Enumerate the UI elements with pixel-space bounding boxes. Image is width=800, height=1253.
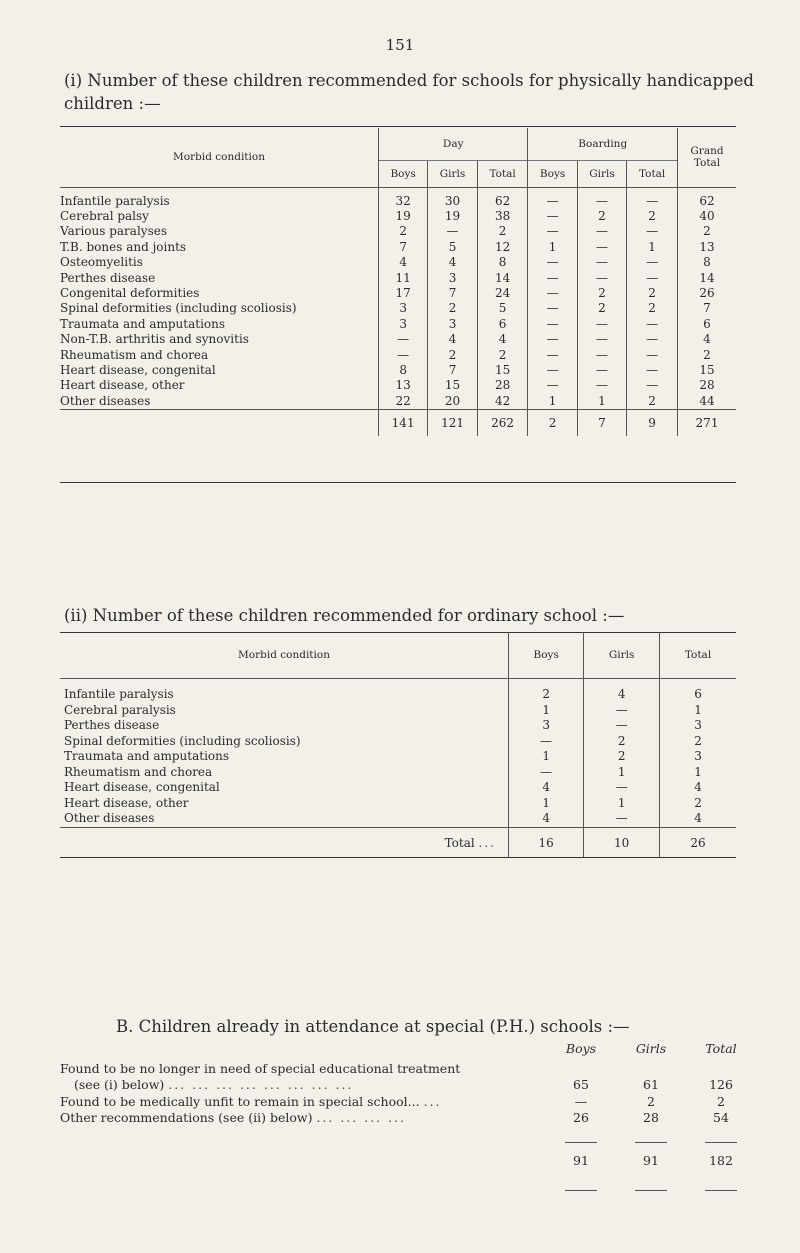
b-empty-cell (58, 1175, 546, 1196)
cell-b-girls: — (577, 224, 627, 239)
cell-b-girls: — (577, 271, 627, 286)
b-row-3-boys: 26 (573, 1110, 589, 1126)
cell-day-total: 8 (477, 255, 528, 270)
table-row (60, 796, 736, 812)
cell-b-girls: — (577, 348, 627, 363)
condition-label: Infantile paralysis (60, 193, 170, 208)
condition-cell (60, 224, 379, 239)
cell-b-total: — (627, 271, 678, 286)
b-rule (686, 1175, 756, 1196)
cell-grand: 14 (678, 271, 737, 286)
table-row (60, 332, 736, 347)
physically-handicapped-table (60, 128, 736, 436)
cell-b-total: 2 (627, 209, 678, 224)
col-boarding-total: Total (627, 160, 678, 187)
total-grand: 271 (678, 410, 737, 437)
page-number: 151 (385, 36, 415, 54)
cell-b-girls: — (577, 240, 627, 255)
col-grand-total: Grand Total (678, 128, 737, 187)
section-b-heading: B. Children already in attendance at special (P.H.) schools :— (116, 1017, 630, 1036)
condition-label: Osteomyelitis (60, 255, 143, 270)
condition-cell: Heart disease, other (64, 795, 189, 810)
condition-cell (60, 378, 379, 393)
cell-total: 3 (660, 718, 736, 734)
cell-b-girls: — (577, 255, 627, 270)
cell-day-girls: 2 (428, 301, 478, 316)
cell-boys: 4 (509, 780, 584, 796)
cell-grand: 62 (678, 187, 737, 209)
t2-col-girls: Girls (584, 632, 660, 679)
b-row-2-label (58, 1093, 546, 1110)
condition-cell (60, 332, 379, 347)
col-boarding-girls: Girls (577, 160, 627, 187)
cell-b-girls: 2 (577, 209, 627, 224)
table-2-bottom-rule (60, 857, 736, 858)
cell-grand: 2 (678, 348, 737, 363)
cell-grand: 13 (678, 240, 737, 255)
condition-label: Rheumatism and chorea (60, 347, 209, 362)
col-day-girls: Girls (428, 160, 478, 187)
cell-day-boys: 4 (379, 255, 428, 270)
table-row (60, 209, 736, 224)
cell-boys: 2 (509, 679, 584, 703)
cell-day-total: 42 (477, 394, 528, 410)
total-boarding-boys: 2 (528, 410, 577, 437)
b-row-3 (58, 1110, 756, 1127)
table-row (60, 780, 736, 796)
table-1-bottom-rule (60, 482, 736, 483)
cell-day-total: 6 (477, 317, 528, 332)
cell-girls: 1 (584, 765, 660, 781)
total-boarding-total: 9 (627, 410, 678, 437)
cell-day-girls: 7 (428, 363, 478, 378)
b-row-1-total: 126 (709, 1077, 733, 1093)
table-row (60, 679, 736, 703)
cell-boys: — (509, 734, 584, 750)
cell-total: 6 (660, 679, 736, 703)
cell-day-total: 12 (477, 240, 528, 255)
cell-b-boys: — (528, 348, 577, 363)
cell-grand: 4 (678, 332, 737, 347)
table-1-top-rule (60, 126, 736, 127)
cell-grand: 7 (678, 301, 737, 316)
leader-dots: ... ... ... ... ... ... ... ... (168, 1077, 354, 1093)
b-label-col (58, 1036, 546, 1060)
cell-b-girls: 2 (577, 286, 627, 301)
cell-girls: 4 (584, 679, 660, 703)
b-empty-cell (616, 1060, 686, 1077)
cell-b-girls: — (577, 332, 627, 347)
table-1-body (60, 187, 736, 410)
condition-cell: Cerebral paralysis (64, 702, 176, 717)
condition-label: Non-T.B. arthritis and synovitis (60, 332, 249, 347)
b-total-boys: 91 (573, 1153, 589, 1168)
cell-grand: 6 (678, 317, 737, 332)
condition-cell: Heart disease, congenital (64, 780, 220, 794)
cell-b-boys: — (528, 378, 577, 393)
t2-total-label-text: Total (444, 835, 475, 850)
b-rule (686, 1126, 756, 1147)
cell-total: 1 (660, 765, 736, 781)
cell-day-boys: 32 (379, 187, 428, 209)
b-empty-cell (58, 1147, 546, 1175)
b-row-3-girls: 28 (643, 1110, 659, 1126)
b-row-3-label (58, 1110, 546, 1127)
cell-day-total: 24 (477, 286, 528, 301)
b-col-boys: Boys (565, 1040, 597, 1056)
cell-b-boys: 1 (528, 394, 577, 410)
cell-girls: 2 (584, 749, 660, 765)
col-boarding: Boarding (528, 128, 678, 160)
cell-girls: — (584, 703, 660, 719)
table-row (60, 271, 736, 286)
col-day-boys: Boys (379, 160, 428, 187)
b-total-girls: 91 (643, 1153, 659, 1168)
section-ii-heading: (ii) Number of these children recommended for ordinary school :— (64, 606, 625, 625)
cell-b-boys: — (528, 301, 577, 316)
b-row-2-label-text: Found to be medically unfit to remain in special school... (60, 1093, 420, 1109)
table-row (60, 394, 736, 410)
cell-b-girls: — (577, 187, 627, 209)
cell-day-girls: 2 (428, 348, 478, 363)
b-row-2-total: 2 (717, 1093, 725, 1109)
section-i-heading: (i) Number of these children recommended for schools for physically handicapped children :— (64, 71, 754, 113)
b-row-1-label-2-text: (see (i) below) (74, 1077, 165, 1093)
cell-b-total: 2 (627, 301, 678, 316)
condition-label: Spinal deformities (including scoliosis) (60, 301, 297, 316)
col-day: Day (379, 128, 528, 160)
cell-total: 2 (660, 734, 736, 750)
condition-cell (60, 286, 379, 301)
cell-b-total: 2 (627, 286, 678, 301)
condition-cell (60, 255, 379, 270)
cell-day-total: 62 (477, 187, 528, 209)
cell-boys: 1 (509, 796, 584, 812)
condition-label: Perthes disease (60, 270, 156, 285)
cell-day-boys: 8 (379, 363, 428, 378)
b-rule-row (58, 1126, 756, 1147)
cell-b-boys: — (528, 286, 577, 301)
condition-cell: Perthes disease (64, 718, 160, 732)
cell-boys: 3 (509, 718, 584, 734)
t2-total-girls: 10 (584, 827, 660, 858)
b-row-3-label-text: Other recommendations (see (ii) below) (60, 1110, 313, 1126)
cell-day-girls: 5 (428, 240, 478, 255)
condition-cell (60, 271, 379, 286)
cell-day-total: 15 (477, 363, 528, 378)
b-rule (546, 1175, 616, 1196)
b-rule (546, 1126, 616, 1147)
cell-b-girls: — (577, 317, 627, 332)
cell-grand: 44 (678, 394, 737, 410)
table-row (60, 301, 736, 316)
t2-col-morbid-condition: Morbid condition (60, 632, 509, 679)
b-row-2 (58, 1093, 756, 1110)
cell-b-boys: — (528, 271, 577, 286)
b-col-girls: Girls (635, 1040, 667, 1056)
t2-col-boys: Boys (509, 632, 584, 679)
cell-day-girls: 19 (428, 209, 478, 224)
b-row-3-total: 54 (713, 1110, 729, 1126)
b-row-1-line-1 (58, 1060, 756, 1077)
leader-dots: ... ... ... ... (316, 1110, 407, 1126)
cell-b-total: — (627, 378, 678, 393)
cell-day-total: 2 (477, 348, 528, 363)
condition-cell (60, 209, 379, 224)
b-empty-cell (546, 1060, 616, 1077)
cell-b-girls: — (577, 363, 627, 378)
condition-label: Heart disease, other (60, 378, 185, 393)
cell-b-boys: — (528, 187, 577, 209)
cell-grand: 28 (678, 378, 737, 393)
condition-cell (60, 187, 379, 209)
b-empty-cell (686, 1060, 756, 1077)
b-col-total: Total (705, 1040, 737, 1056)
cell-b-total: — (627, 224, 678, 239)
b-row-1-line-2 (58, 1077, 756, 1094)
b-rule (616, 1126, 686, 1147)
b-rule (616, 1175, 686, 1196)
condition-cell (60, 348, 379, 363)
total-day-total: 262 (477, 410, 528, 437)
cell-day-total: 14 (477, 271, 528, 286)
condition-cell (60, 301, 379, 316)
col-day-total: Total (477, 160, 528, 187)
total-boarding-girls: 7 (577, 410, 627, 437)
t2-total-total: 26 (660, 827, 736, 858)
table-row (60, 703, 736, 719)
cell-day-boys: 3 (379, 317, 428, 332)
condition-label: Heart disease, congenital (60, 362, 216, 377)
total-day-boys: 141 (379, 410, 428, 437)
table-row (60, 718, 736, 734)
cell-grand: 26 (678, 286, 737, 301)
condition-cell (60, 240, 379, 255)
b-rule-row-bottom (58, 1175, 756, 1196)
condition-cell (60, 363, 379, 378)
table-row (60, 255, 736, 270)
table-row (60, 811, 736, 827)
cell-day-total: 38 (477, 209, 528, 224)
cell-b-boys: — (528, 332, 577, 347)
cell-b-girls: — (577, 378, 627, 393)
table-row (60, 240, 736, 255)
cell-girls: 1 (584, 796, 660, 812)
table-row (60, 317, 736, 332)
cell-girls: 2 (584, 734, 660, 750)
cell-day-boys: 13 (379, 378, 428, 393)
cell-day-girls: — (428, 224, 478, 239)
t2-col-total: Total (660, 632, 736, 679)
cell-day-girls: 3 (428, 271, 478, 286)
cell-b-boys: — (528, 255, 577, 270)
cell-grand: 8 (678, 255, 737, 270)
table-row (60, 187, 736, 209)
b-row-1-girls: 61 (643, 1077, 659, 1093)
table-row (60, 378, 736, 393)
totals-blank (60, 410, 379, 437)
condition-label: Traumata and amputations (60, 316, 226, 331)
cell-day-boys: 7 (379, 240, 428, 255)
table-row (60, 286, 736, 301)
table-1-totals-row (60, 410, 736, 437)
t2-total-boys: 16 (509, 827, 584, 858)
cell-b-total: — (627, 363, 678, 378)
condition-label: Other diseases (60, 393, 151, 408)
cell-day-boys: 22 (379, 394, 428, 410)
condition-cell: Rheumatism and chorea (64, 764, 213, 779)
col-morbid-condition: Morbid condition (60, 128, 379, 187)
b-row-1-boys: 65 (573, 1077, 589, 1093)
leader-dots: ... (423, 1093, 442, 1109)
cell-day-boys: 3 (379, 301, 428, 316)
condition-cell: Infantile paralysis (64, 687, 174, 701)
cell-total: 1 (660, 703, 736, 719)
cell-b-boys: — (528, 363, 577, 378)
table-2-totals-row (60, 827, 736, 858)
cell-day-total: 2 (477, 224, 528, 239)
cell-b-total: — (627, 348, 678, 363)
cell-b-girls: 1 (577, 394, 627, 410)
cell-boys: 1 (509, 749, 584, 765)
cell-grand: 40 (678, 209, 737, 224)
cell-b-girls: 2 (577, 301, 627, 316)
cell-b-total: — (627, 255, 678, 270)
condition-cell: Traumata and amputations (64, 749, 230, 763)
cell-day-boys: 11 (379, 271, 428, 286)
cell-grand: 15 (678, 363, 737, 378)
cell-day-girls: 3 (428, 317, 478, 332)
cell-day-boys: — (379, 332, 428, 347)
cell-day-total: 4 (477, 332, 528, 347)
condition-cell: Other diseases (64, 811, 155, 825)
cell-day-girls: 30 (428, 187, 478, 209)
cell-boys: — (509, 765, 584, 781)
cell-boys: 4 (509, 811, 584, 827)
table-row (60, 734, 736, 750)
col-boarding-boys: Boys (528, 160, 577, 187)
table-row (60, 749, 736, 765)
total-day-girls: 121 (428, 410, 478, 437)
table-row (60, 765, 736, 781)
cell-day-total: 28 (477, 378, 528, 393)
cell-b-boys: 1 (528, 240, 577, 255)
cell-day-girls: 15 (428, 378, 478, 393)
leader-dots: ... (478, 835, 496, 850)
cell-day-girls: 4 (428, 255, 478, 270)
cell-total: 3 (660, 749, 736, 765)
cell-day-boys: 19 (379, 209, 428, 224)
b-row-1-label: Found to be no longer in need of special educational treatment (60, 1060, 461, 1076)
b-totals-row (58, 1147, 756, 1175)
cell-day-girls: 20 (428, 394, 478, 410)
cell-girls: — (584, 718, 660, 734)
condition-cell (60, 317, 379, 332)
cell-b-boys: — (528, 224, 577, 239)
cell-b-boys: — (528, 209, 577, 224)
cell-total: 2 (660, 796, 736, 812)
cell-b-total: 1 (627, 240, 678, 255)
b-row-2-boys: — (574, 1093, 588, 1109)
cell-total: 4 (660, 811, 736, 827)
cell-girls: — (584, 780, 660, 796)
condition-cell (60, 394, 379, 410)
cell-grand: 2 (678, 224, 737, 239)
special-school-attendance-table (58, 1036, 756, 1195)
table-row (60, 224, 736, 239)
cell-day-girls: 4 (428, 332, 478, 347)
table-2-body (60, 679, 736, 828)
b-row-1-label-2 (58, 1077, 546, 1094)
condition-label: Various paralyses (60, 224, 167, 239)
cell-girls: — (584, 811, 660, 827)
b-empty-cell (58, 1126, 546, 1147)
t2-total-label (60, 827, 509, 858)
condition-cell: Spinal deformities (including scoliosis) (64, 733, 301, 748)
cell-day-total: 5 (477, 301, 528, 316)
table-row (60, 363, 736, 378)
b-total-total: 182 (709, 1153, 733, 1168)
condition-label: T.B. bones and joints (60, 239, 187, 254)
cell-b-total: — (627, 187, 678, 209)
ordinary-school-table (60, 632, 736, 858)
cell-day-girls: 7 (428, 286, 478, 301)
cell-b-total: 2 (627, 394, 678, 410)
condition-label: Cerebral palsy (60, 208, 149, 223)
table-row (60, 348, 736, 363)
cell-total: 4 (660, 780, 736, 796)
cell-day-boys: — (379, 348, 428, 363)
cell-b-total: — (627, 332, 678, 347)
b-row-2-girls: 2 (647, 1093, 655, 1109)
condition-label: Congenital deformities (60, 285, 200, 300)
cell-boys: 1 (509, 703, 584, 719)
cell-day-boys: 2 (379, 224, 428, 239)
cell-b-total: — (627, 317, 678, 332)
cell-day-boys: 17 (379, 286, 428, 301)
cell-b-boys: — (528, 317, 577, 332)
